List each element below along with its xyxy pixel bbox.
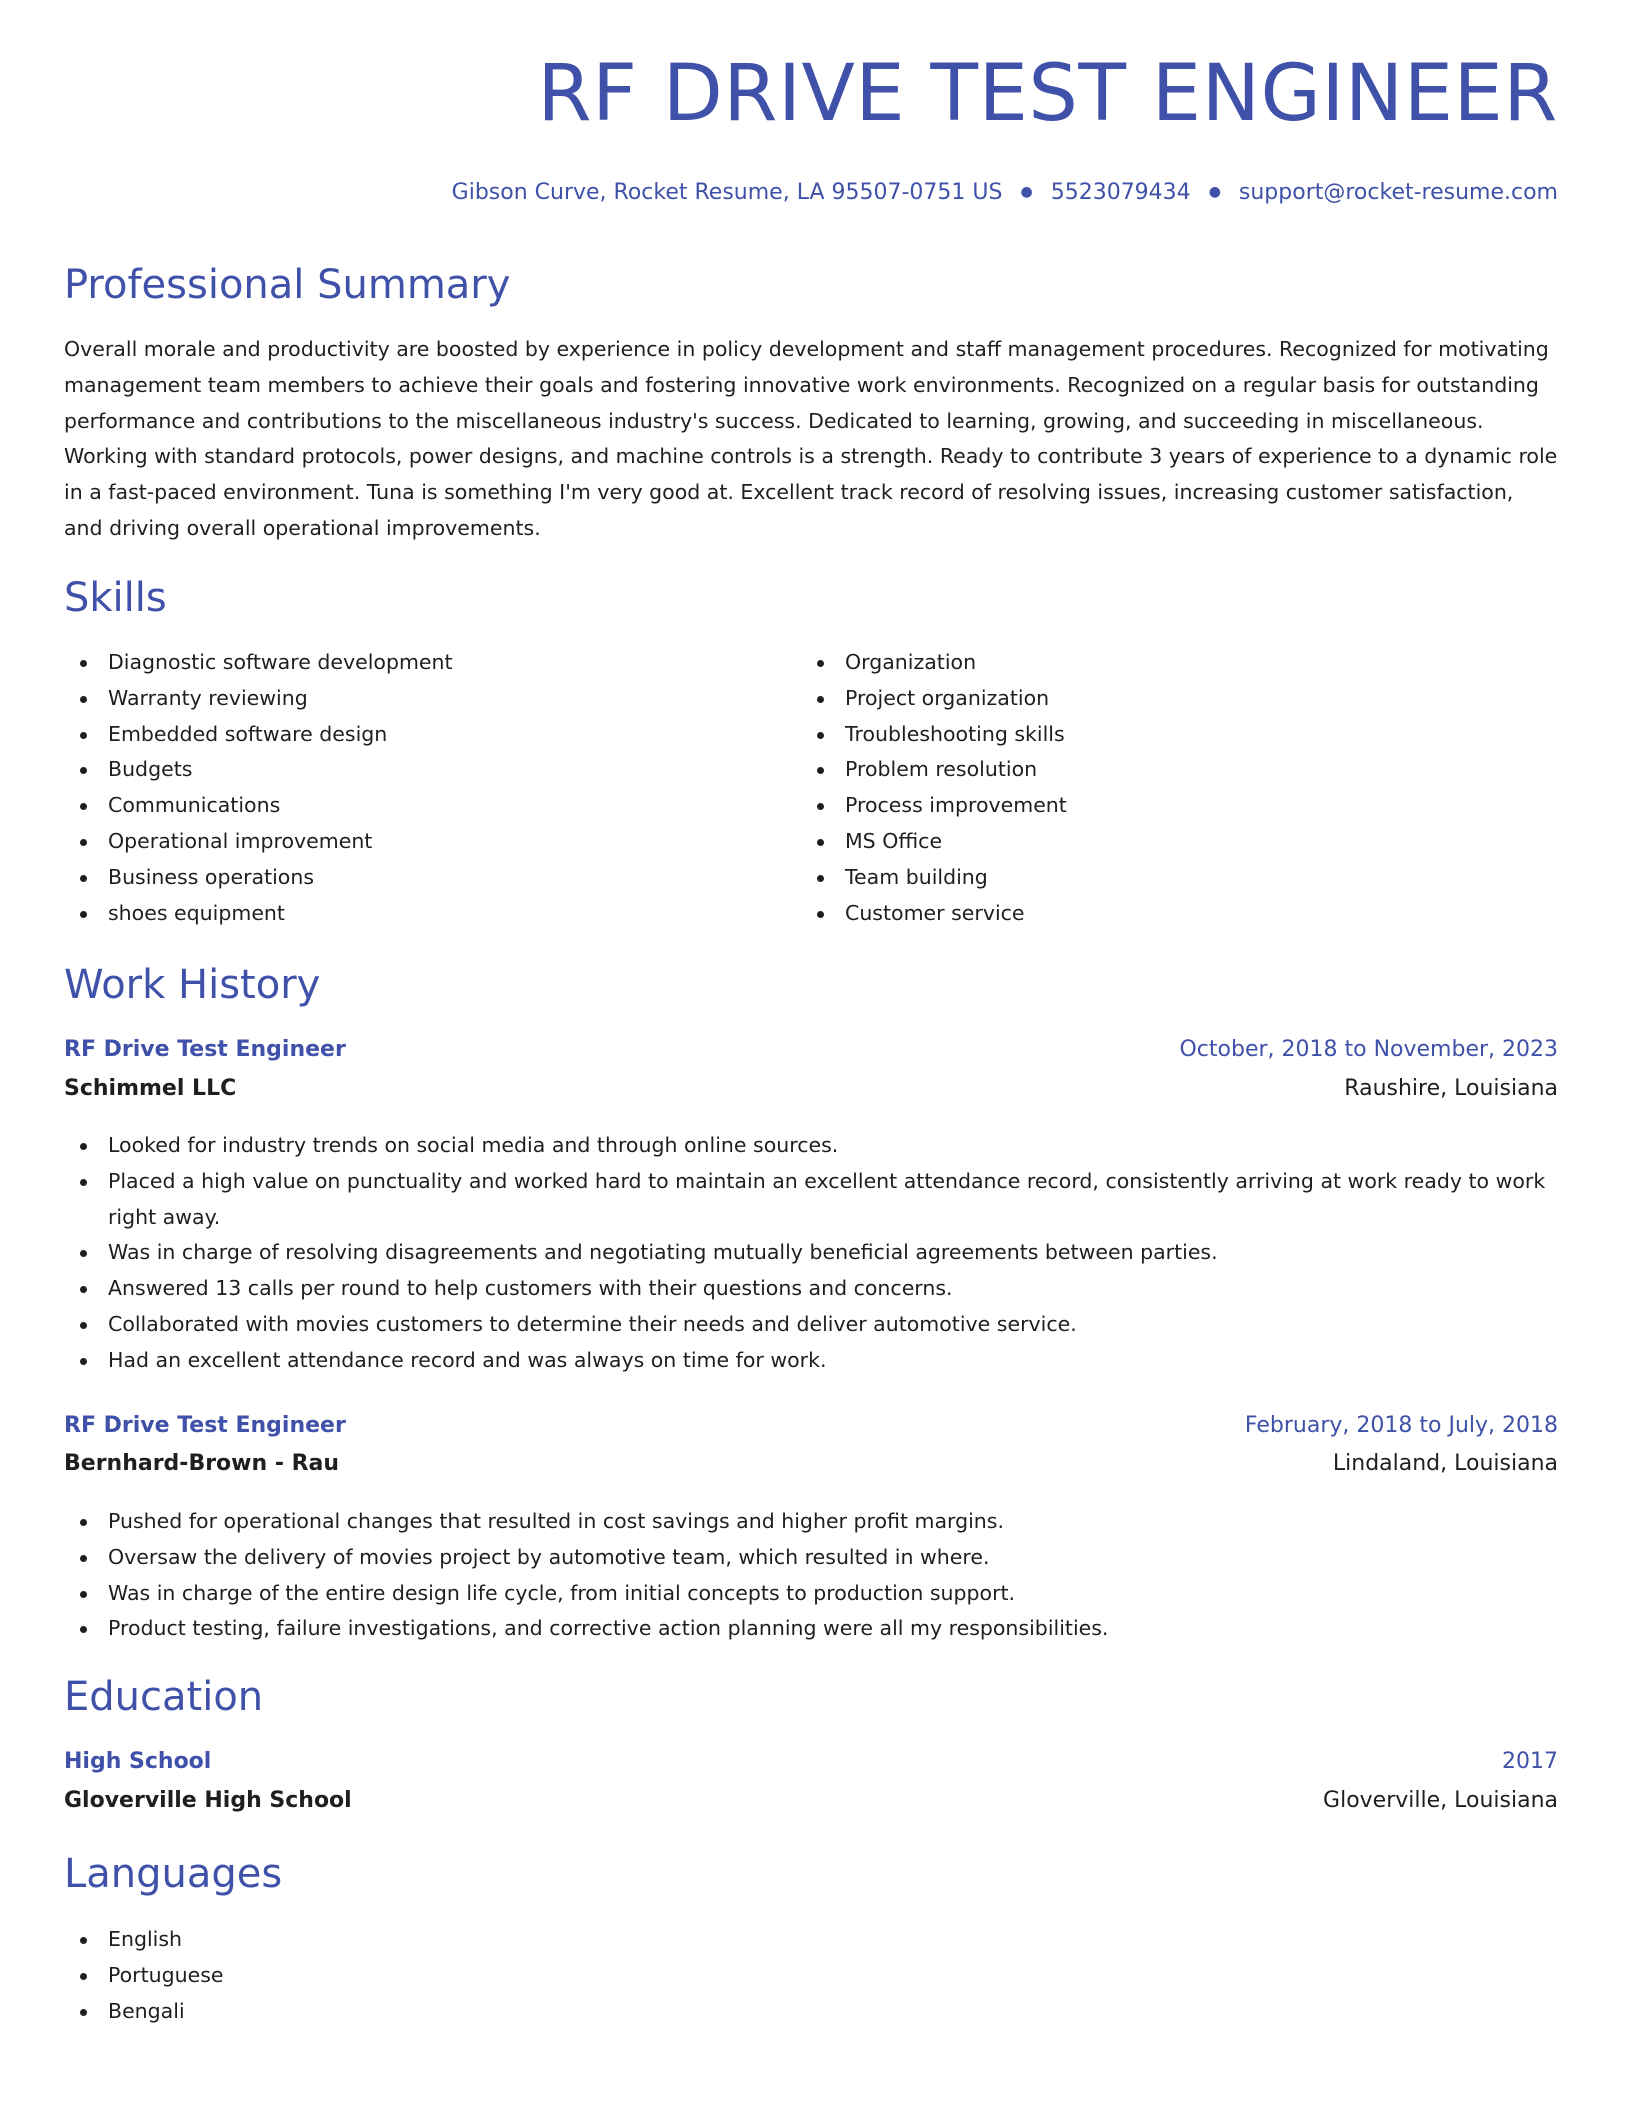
- job-location: Lindaland, Louisiana: [1332, 1451, 1558, 1476]
- skill-item: Organization: [801, 645, 1501, 681]
- language-item: English: [64, 1922, 764, 1958]
- skill-item: shoes equipment: [64, 896, 764, 932]
- skill-item: Communications: [64, 788, 764, 824]
- skills-list-right: [801, 645, 1501, 931]
- skill-item: Business operations: [64, 860, 764, 896]
- skills-heading: Skills: [64, 575, 167, 621]
- summary-heading: Professional Summary: [64, 262, 511, 308]
- contact-phone: 5523079434: [1050, 180, 1191, 205]
- job-bullet: Had an excellent attendance record and was always on time for work.: [64, 1343, 1558, 1379]
- education-year: 2017: [1502, 1749, 1558, 1774]
- separator-dot: ●: [1208, 184, 1221, 200]
- job-bullet: Looked for industry trends on social media and through online sources.: [64, 1128, 1558, 1164]
- job-bullet: Collaborated with movies customers to determine their needs and deliver automotive service.: [64, 1307, 1558, 1343]
- education-location: Gloverville, Louisiana: [1323, 1788, 1558, 1813]
- education-school: Gloverville High School: [64, 1788, 352, 1813]
- job-bullet: Pushed for operational changes that resulted in cost savings and higher profit margins.: [64, 1504, 1558, 1540]
- separator-dot: ●: [1020, 184, 1033, 200]
- education-school-row: [64, 1788, 1558, 1820]
- job-bullet: Product testing, failure investigations, and corrective action planning were all my responsibilities.: [64, 1611, 1558, 1647]
- contact-line: [452, 180, 1558, 205]
- contact-email[interactable]: support@rocket-resume.com: [1238, 180, 1558, 205]
- job-location: Raushire, Louisiana: [1344, 1076, 1558, 1101]
- language-item: Bengali: [64, 1994, 764, 2030]
- job-header: [64, 1413, 1558, 1445]
- job-dates: October, 2018 to November, 2023: [1179, 1037, 1558, 1062]
- skill-item: Team building: [801, 860, 1501, 896]
- education-header: [64, 1749, 1558, 1781]
- language-item: Portuguese: [64, 1958, 764, 1994]
- job-bullets: [64, 1504, 1558, 1647]
- languages-heading: Languages: [64, 1851, 283, 1897]
- job-bullet: Was in charge of the entire design life cycle, from initial concepts to production support.: [64, 1576, 1558, 1612]
- skills-list-left: [64, 645, 764, 931]
- skill-item: Project organization: [801, 681, 1501, 717]
- job-bullet: Answered 13 calls per round to help customers with their questions and concerns.: [64, 1271, 1558, 1307]
- skill-item: Diagnostic software development: [64, 645, 764, 681]
- job-title: RF Drive Test Engineer: [64, 1413, 346, 1438]
- job-bullet: Placed a high value on punctuality and worked hard to maintain an excellent attendance record, consistently arriving at work ready to work right away.: [64, 1164, 1558, 1236]
- education-heading: Education: [64, 1674, 264, 1720]
- job-company-row: [64, 1076, 1558, 1108]
- education-degree: High School: [64, 1749, 212, 1774]
- skill-item: Customer service: [801, 896, 1501, 932]
- skill-item: MS Office: [801, 824, 1501, 860]
- work-history-heading: Work History: [64, 962, 321, 1008]
- job-header: [64, 1037, 1558, 1069]
- skill-item: Operational improvement: [64, 824, 764, 860]
- contact-address: Gibson Curve, Rocket Resume, LA 95507-0751 US: [451, 180, 1003, 205]
- skill-item: Troubleshooting skills: [801, 717, 1501, 753]
- skill-item: Problem resolution: [801, 752, 1501, 788]
- job-title: RF Drive Test Engineer: [64, 1037, 346, 1062]
- job-company-row: [64, 1451, 1558, 1483]
- resume-title: RF DRIVE TEST ENGINEER: [537, 49, 1558, 139]
- job-company: Bernhard-Brown - Rau: [64, 1451, 340, 1476]
- summary-text: Overall morale and productivity are boosted by experience in policy development and staff management procedures. Recognized for motivating management team members to achieve their goals and fostering innovative work environments. Recognized on a regular basis for outstanding performance and contributions to the miscellaneous industry's success. Dedicated to learning, growing, and succeeding in miscellaneous. Working with standard protocols, power designs, and machine controls is a strength. Ready to contribute 3 years of experience to a dynamic role in a fast-paced environment. Tuna is something I'm very good at. Excellent track record of resolving issues, increasing customer satisfaction, and driving overall operational improvements.: [64, 337, 1558, 540]
- job-company: Schimmel LLC: [64, 1076, 237, 1101]
- languages-list: [64, 1922, 764, 2029]
- skill-item: Process improvement: [801, 788, 1501, 824]
- job-bullets: [64, 1128, 1558, 1379]
- skill-item: Warranty reviewing: [64, 681, 764, 717]
- skill-item: Embedded software design: [64, 717, 764, 753]
- skill-item: Budgets: [64, 752, 764, 788]
- job-bullet: Oversaw the delivery of movies project by automotive team, which resulted in where.: [64, 1540, 1558, 1576]
- job-dates: February, 2018 to July, 2018: [1244, 1413, 1558, 1438]
- job-bullet: Was in charge of resolving disagreements and negotiating mutually beneficial agreements between parties.: [64, 1235, 1558, 1271]
